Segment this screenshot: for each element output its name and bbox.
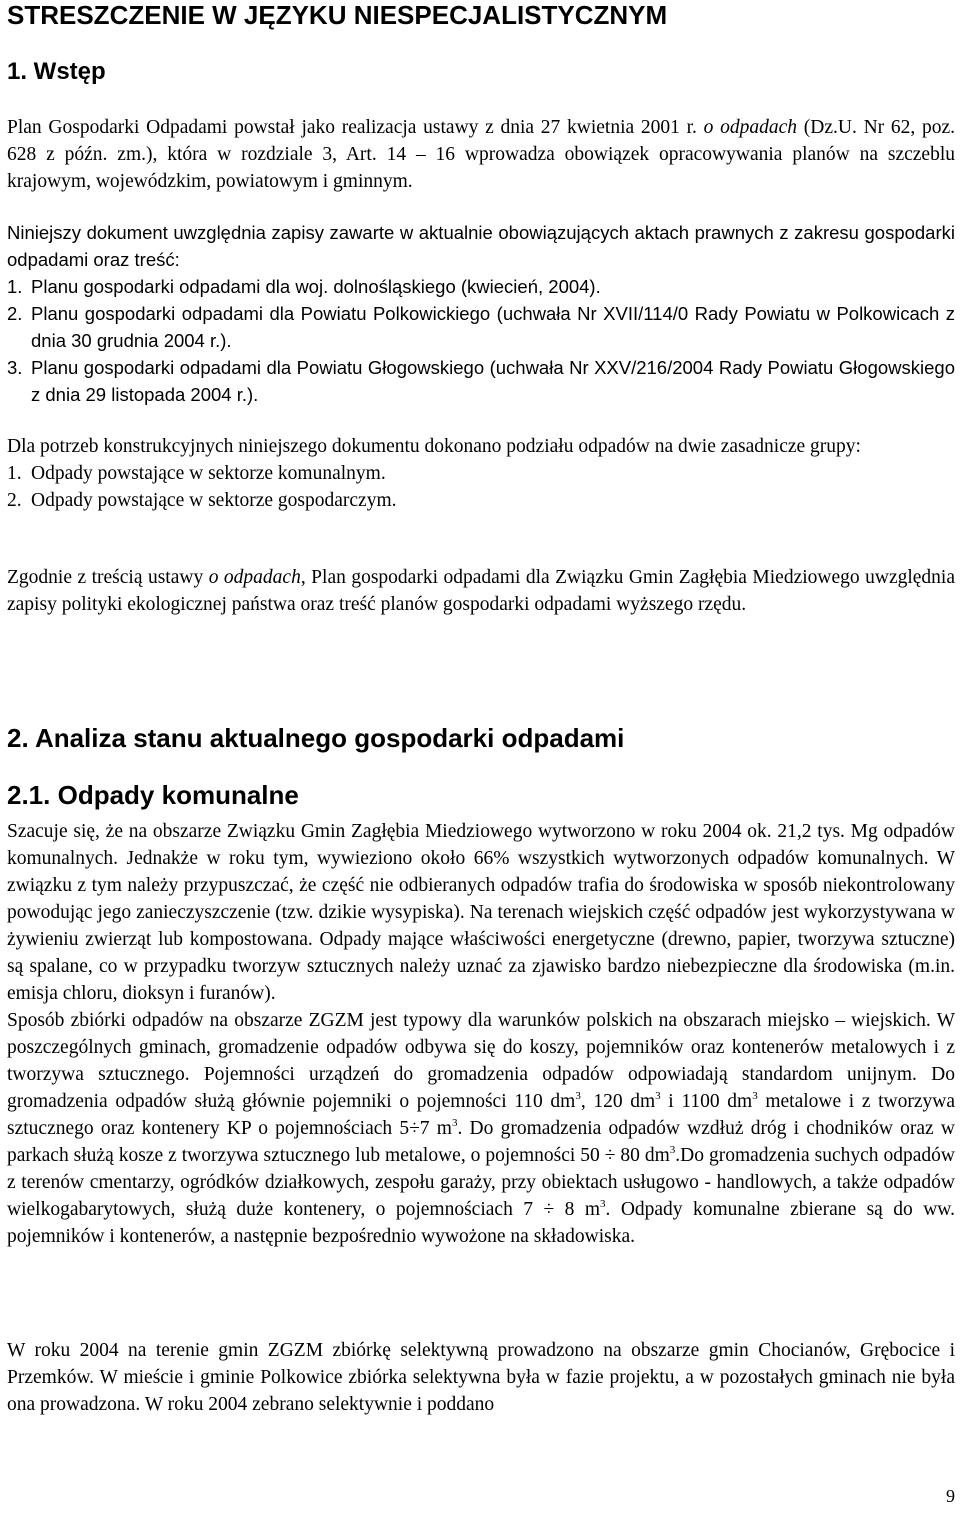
s21-paragraph-1: Szacuje się, że na obszarze Związku Gmin Zagłębia Miedziowego wytworzono w roku 2004 ok. 21,2 tys. Mg odpadów komunalnych. Jednakże w roku tym, wywieziono około 66% wszystkich wytworzonych odpadów komunalnych. W związku z tym należy przypuszczać, że część nie odbieranych odpadów trafia do środowiska w sposób niekontrolowany powodując jego zanieczyszczenie (tzw. dzikie wysypiska). Na terenach wiejskich część odpadów jest wykorzystywana w żywieniu zwierząt lub kompostowana. Odpady mające właściwości energetyczne (drewno, papier, tworzywa sztuczne) są spalane, co w przypadku tworzyw sztucznych należy uznać za zjawisko bardzo niebezpieczne dla środowiska (m.in. emisja chloru, dioksyn i furanów).	[7, 821, 955, 1004]
intro-paragraph-4	[7, 564, 955, 618]
list-number: 3.	[7, 357, 23, 378]
section-2-heading: 2. Analiza stanu aktualnego gospodarki odpadami	[7, 723, 625, 753]
groups-list-item-1	[7, 460, 955, 487]
intro-p1-law-title: o odpadach	[703, 117, 798, 138]
list-text: Planu gospodarki odpadami dla woj. dolnośląskiego (kwiecień, 2004).	[31, 276, 601, 297]
intro-block-2	[7, 219, 955, 408]
superscript: 3	[669, 1143, 676, 1156]
groups-list-item-2	[7, 487, 955, 514]
superscript: 3	[451, 1116, 458, 1129]
s21-p2-text-d: metalowe i z tworzywa sztucznego oraz kontenery KP o pojemnościach 5÷7 m	[7, 1091, 956, 1139]
list-text: Planu gospodarki odpadami dla Powiatu Głogowskiego (uchwała Nr XXV/216/2004 Rady Powiatu Głogowskiego z dnia 29 listopada 2004 r.).	[31, 357, 955, 405]
plans-list-item-3	[7, 354, 955, 408]
intro-paragraph-1	[7, 114, 955, 195]
list-number: 1.	[7, 276, 23, 297]
section-2-1-heading: 2.1. Odpady komunalne	[7, 780, 299, 810]
list-text: Odpady powstające w sektorze gospodarczym.	[31, 490, 397, 511]
s21-paragraph-3: W roku 2004 na terenie gmin ZGZM zbiórkę selektywną prowadzono na obszarze gmin Chocianów, Grębocice i Przemków. W mieście i gminie Polkowice zbiórka selektywna była w fazie projektu, a w pozostałych gminach nie była ona prowadzona. W roku 2004 zebrano selektywnie i poddano	[7, 1340, 955, 1415]
s21-p2-text-b: , 120 dm	[580, 1091, 656, 1112]
s21-p2-text-a: Sposób zbiórki odpadów na obszarze ZGZM jest typowy dla warunków polskich na obszarach miejsko – wiejskich. W poszczególnych gminach, gromadzenie odpadów odbywa się do koszy, pojemników oraz kontenerów metalowych i z tworzywa sztucznego. Pojemności urządzeń do gromadzenia odpadów odpowiadają standardom unijnym. Do gromadzenia odpadów służą głównie pojemniki o pojemności 110 dm	[7, 1010, 955, 1112]
s21-p2-text-g: . Odpady komunalne zbierane są do ww. pojemników i kontenerów, a następnie bezpośrednio wywożone na składowiska.	[7, 1199, 956, 1247]
superscript: 3	[752, 1089, 758, 1102]
intro-heading: 1. Wstęp	[7, 58, 106, 85]
intro-p4-text-a: Zgodnie z treścią ustawy	[7, 567, 209, 588]
page-title: STRESZCZENIE W JĘZYKU NIESPECJALISTYCZNYM	[7, 0, 668, 30]
s21-p2-text-e: . Do gromadzenia odpadów wzdłuż dróg i chodników oraz w parkach służą kosze z tworzywa sztucznego lub metalowe, o pojemności 50 ÷ 80 dm	[7, 1118, 956, 1166]
plans-list-item-2	[7, 300, 955, 354]
list-text: Planu gospodarki odpadami dla Powiatu Polkowickiego (uchwała Nr XVII/114/0 Rady Powiatu w Polkowicach z dnia 30 grudnia 2004 r.).	[31, 303, 955, 351]
intro-p1-text-a: Plan Gospodarki Odpadami powstał jako realizacja ustawy z dnia 27 kwietnia 2001 r.	[7, 117, 704, 138]
intro-block-3	[7, 433, 955, 514]
list-text: Odpady powstające w sektorze komunalnym.	[31, 463, 386, 484]
intro-p4-law-title: o odpadach	[208, 567, 301, 588]
list-number: 2.	[7, 303, 23, 324]
plans-list	[7, 273, 955, 408]
intro-paragraph-2: Niniejszy dokument uwzględnia zapisy zawarte w aktualnie obowiązujących aktach prawnych z zakresu gospodarki odpadami oraz treść:	[7, 222, 955, 270]
s21-p2-text-c: i 1100 dm	[660, 1091, 753, 1112]
intro-p4-text-c: , Plan gospodarki odpadami dla Związku Gmin Zagłębia Miedziowego uwzględnia zapisy polityki ekologicznej państwa oraz treść planów gospodarki odpadami wyższego rzędu.	[7, 567, 956, 615]
plans-list-item-1	[7, 273, 955, 300]
page-number: 9	[946, 1486, 955, 1506]
section-2-1-body	[7, 818, 955, 1250]
intro-paragraph-3: Dla potrzeb konstrukcyjnych niniejszego dokumentu dokonano podziału odpadów na dwie zasadnicze grupy:	[7, 436, 861, 457]
groups-list	[7, 460, 955, 514]
intro-p1-text-c: (Dz.U. Nr 62, poz. 628 z późn. zm.), która w rozdziale 3, Art. 14 – 16 wprowadza obowiązek opracowywania planów na szczeblu krajowym, wojewódzkim, powiatowym i gminnym.	[7, 117, 955, 192]
list-number: 1.	[7, 463, 22, 484]
superscript: 3	[575, 1089, 581, 1102]
s21-p2-text-f: .Do gromadzenia suchych odpadów z terenów cmentarzy, ogródków działkowych, zespołu garaży, przy obiektach usługowo - handlowych, a także odpadów wielkogabarytowych, służą duże kontenery, o pojemnościach 7 ÷ 8 m	[7, 1145, 955, 1220]
superscript: 3	[655, 1089, 661, 1102]
list-number: 2.	[7, 490, 22, 511]
s21-paragraph-2	[7, 1007, 955, 1250]
superscript: 3	[600, 1197, 606, 1210]
